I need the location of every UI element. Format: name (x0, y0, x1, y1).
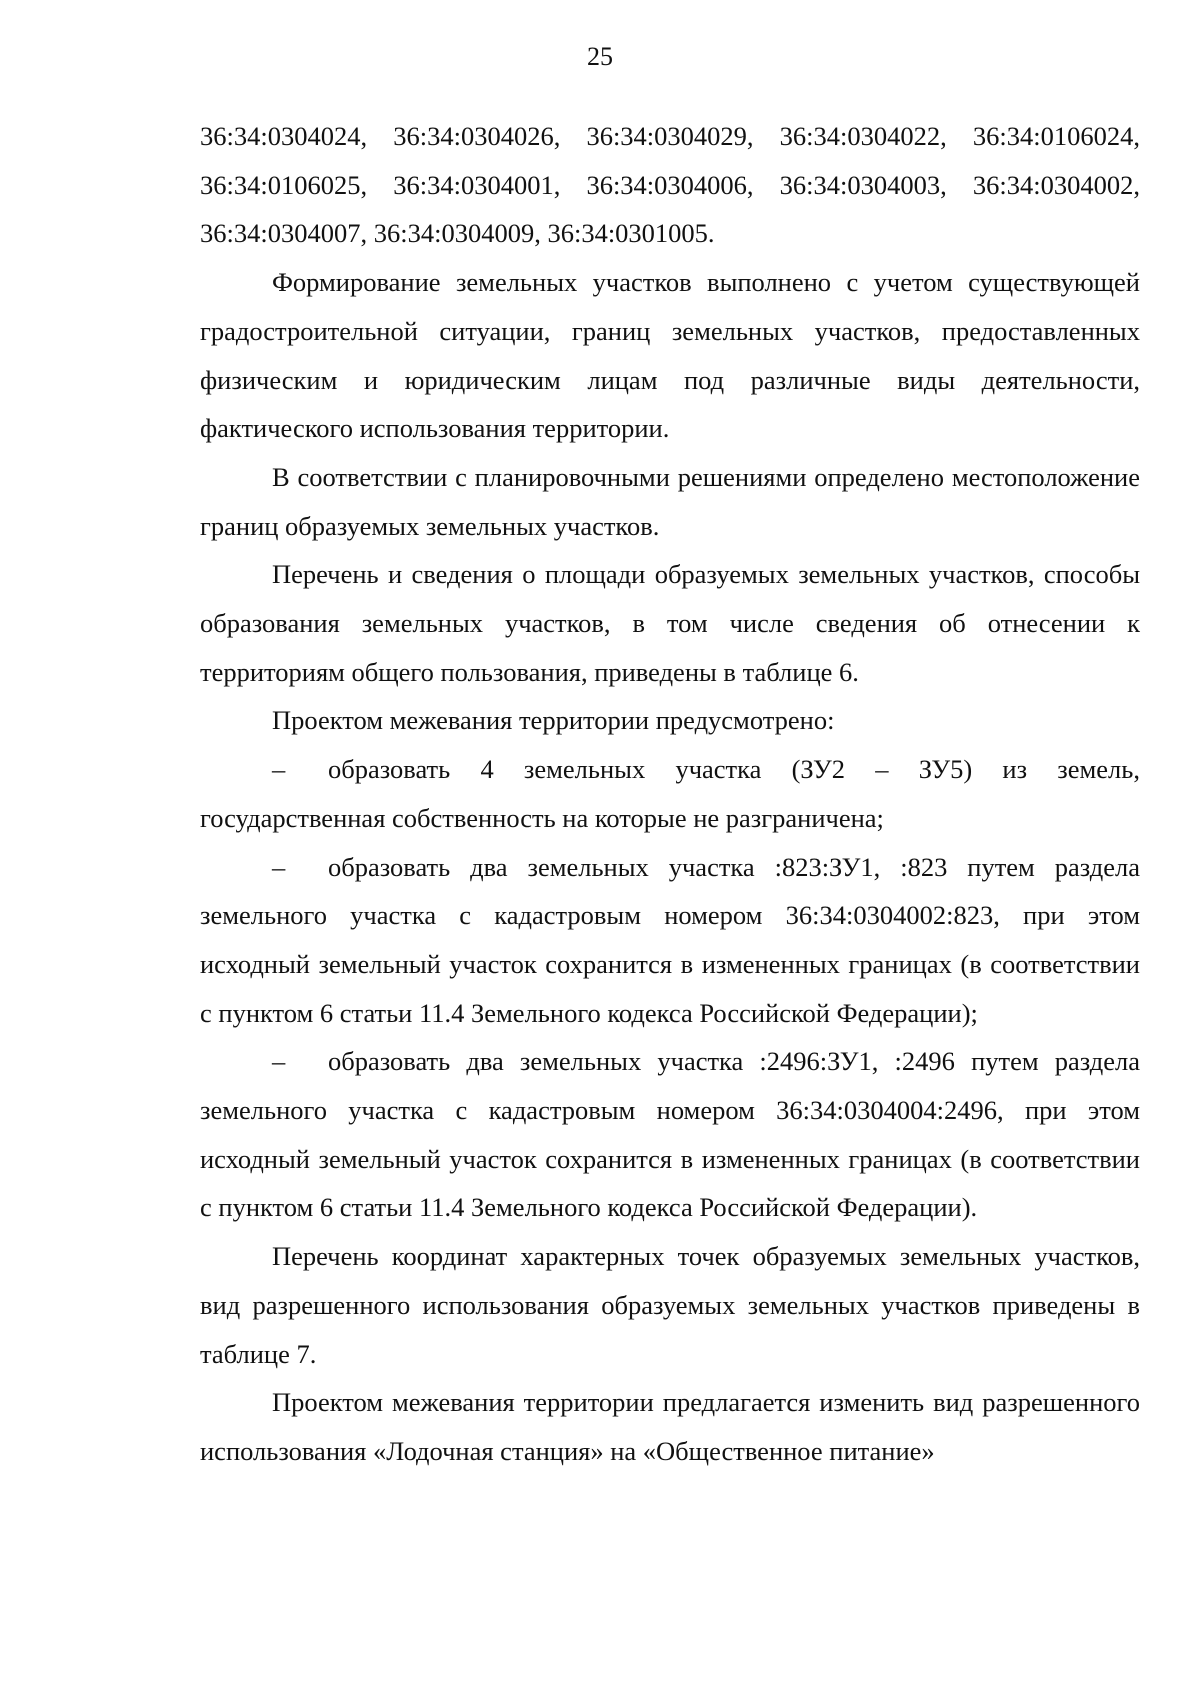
list-item (200, 1037, 1140, 1232)
list-item (200, 745, 1140, 842)
list-item (200, 843, 1140, 1038)
list-info-paragraph: Перечень и сведения о площади образуемых земельных участков, способы образования земельных участков, в том числе сведения об отнесении к территориям общего пользования, приведены в таблице 6. (200, 559, 1140, 687)
project-intro-paragraph: Проектом межевания территории предусмотрено: (272, 705, 835, 736)
list-item-text: образовать два земельных участка :2496:ЗУ1, :2496 путем раздела земельного участка с кадастровым номером 36:34:0304004:2496, при этом исходный земельный участок сохранится в измененных границах (в соответствии с пунктом 6 статьи 11.4 Земельного кодекса Российской Федерации). (200, 1046, 1140, 1223)
cadastral-numbers-paragraph: 36:34:0304024, 36:34:0304026, 36:34:0304029, 36:34:0304022, 36:34:0106024, 36:34:0106025, 36:34:0304001, 36:34:0304006, 36:34:0304003, 36:34:0304002, 36:34:0304007, 36:34:0304009, 36:34:0301005. (200, 121, 1140, 249)
list-item-text: образовать два земельных участка :823:ЗУ1, :823 путем раздела земельного участка с кадастровым номером 36:34:0304002:823, при этом исходный земельный участок сохранится в измененных границах (в соответствии с пунктом 6 статьи 11.4 Земельного кодекса Российской Федерации); (200, 851, 1140, 1028)
document-body (200, 112, 1140, 1476)
page-number: 25 (587, 42, 613, 71)
list-dash: – (272, 851, 286, 882)
list-item-text: образовать 4 земельных участка (ЗУ2 – ЗУ5) из земель, государственная собственность на которые не разграничена; (200, 754, 1140, 833)
coordinates-paragraph: Перечень координат характерных точек образуемых земельных участков, вид разрешенного использования образуемых земельных участков приведены в таблице 7. (200, 1241, 1140, 1369)
change-use-paragraph: Проектом межевания территории предлагается изменить вид разрешенного использования «Лодочная станция» на «Общественное питание» (200, 1387, 1140, 1466)
formation-paragraph: Формирование земельных участков выполнено с учетом существующей градостроительной ситуации, границ земельных участков, предоставленных физическим и юридическим лицам под различные виды деятельности, фактического использования территории. (200, 267, 1140, 444)
list-dash: – (272, 1046, 286, 1077)
planning-paragraph: В соответствии с планировочными решениями определено местоположение границ образуемых земельных участков. (200, 461, 1140, 541)
list-dash: – (272, 754, 286, 785)
